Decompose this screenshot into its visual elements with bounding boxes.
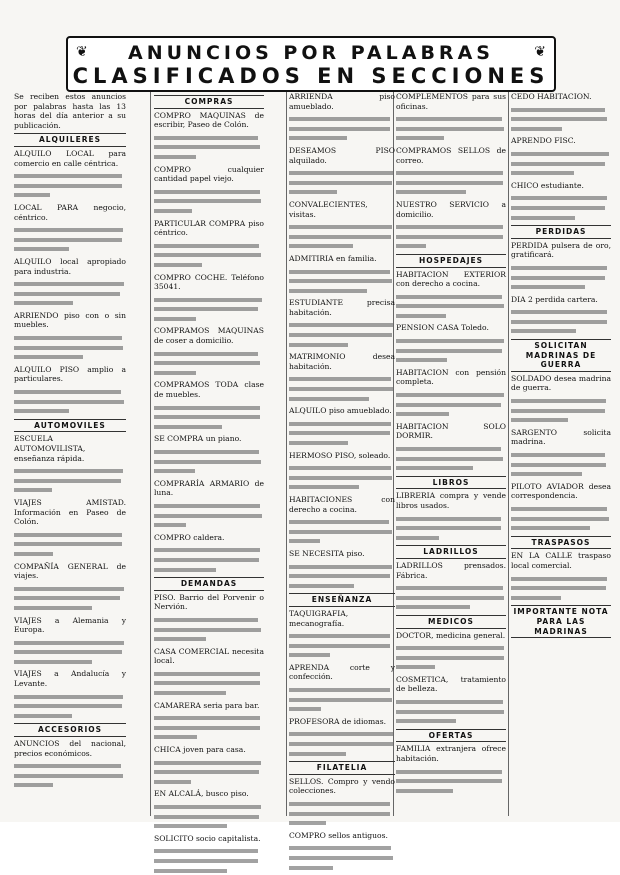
- illegible-text-block: [289, 685, 395, 714]
- illegible-text-block: [396, 767, 506, 796]
- important-note: IMPORTANTE NOTA PARA LAS MADRINAS: [511, 605, 611, 638]
- illegible-text-block: [396, 168, 506, 197]
- illegible-text-block: [154, 241, 264, 270]
- illegible-text-block: [396, 222, 506, 251]
- section-heading: LIBROS: [396, 476, 506, 490]
- illegible-text-block: [289, 843, 395, 872]
- illegible-text-block: [14, 638, 126, 667]
- section-heading: ACCESORIOS: [14, 723, 126, 737]
- classified-ad: ADMITIRIA en familia.: [289, 253, 377, 263]
- classifieds-header: [66, 36, 556, 92]
- classified-ad: DESEAMOS PISO alquilado.: [289, 145, 395, 165]
- classified-ad: HABITACION SOLO DORMIR.: [396, 421, 506, 441]
- classified-ad: ARRIENDA piso amueblado.: [289, 92, 395, 111]
- section-heading: LADRILLOS: [396, 545, 506, 559]
- column-1: [14, 92, 126, 816]
- illegible-text-block: [396, 514, 506, 543]
- classified-ad: COMPRO COCHE. Teléfono 35041.: [154, 272, 264, 292]
- classified-ad: COMPRO caldera.: [154, 532, 225, 542]
- illegible-text-block: [289, 419, 395, 448]
- illegible-text-block: [154, 403, 264, 432]
- classified-ad: VIAJES a Alemania y Europa.: [14, 615, 126, 635]
- column-2: [154, 92, 264, 843]
- illegible-text-block: [289, 374, 395, 403]
- classified-ad: ANUNCIOS del nacional, precios económicos.: [14, 739, 126, 758]
- illegible-text-block: [289, 799, 395, 828]
- classified-ad: COMPRO cualquier cantidad papel viejo.: [154, 164, 264, 184]
- classified-ad: PILOTO AVIADOR desea correspondencia.: [511, 481, 611, 501]
- classified-ad: HABITACION EXTERIOR con derecho a cocina.: [396, 269, 506, 289]
- classified-ad: LIBRERIA compra y vende libros usados.: [396, 491, 506, 510]
- illegible-text-block: [396, 643, 506, 672]
- illegible-text-block: [14, 387, 126, 416]
- classified-ad: TAQUIGRAFIA, mecanografía.: [289, 608, 349, 628]
- illegible-text-block: [396, 336, 506, 365]
- classified-ad: SOLDADO desea madrina de guerra.: [511, 373, 611, 393]
- classified-ad: COMPAÑÍA GENERAL de viajes.: [14, 561, 126, 581]
- section-heading: AUTOMOVILES: [14, 419, 126, 433]
- illegible-text-block: [289, 562, 395, 591]
- classified-ad: ALQUILO PISO amplio a particulares.: [14, 364, 126, 384]
- illegible-text-block: [154, 615, 264, 644]
- classified-ad: COMPRAMOS TODA clase de muebles.: [154, 380, 264, 400]
- illegible-text-block: [154, 187, 264, 216]
- illegible-text-block: [511, 396, 611, 425]
- classified-ad: LADRILLOS prensados. Fábrica.: [396, 560, 506, 580]
- section-heading: ENSEÑANZA: [289, 593, 395, 607]
- illegible-text-block: [511, 574, 611, 603]
- classified-ad: ARRIENDO piso con o sin muebles.: [14, 310, 126, 330]
- illegible-text-block: [511, 149, 611, 178]
- classified-ad: ALQUILO local apropiado para industria.: [14, 256, 126, 276]
- illegible-text-block: [396, 292, 506, 321]
- classified-ad: VIAJES a Andalucía y Levante.: [14, 669, 126, 689]
- column-rule: [150, 92, 151, 816]
- classified-ad: SOLICITO socio capitalista.: [154, 833, 261, 843]
- section-heading: TRASPASOS: [511, 536, 611, 550]
- classified-ad: SE NECESITA piso.: [289, 548, 365, 558]
- illegible-text-block: [14, 279, 126, 308]
- column-5: [511, 92, 611, 816]
- classified-ad: CASA COMERCIAL necesita local.: [154, 646, 264, 666]
- classified-ad: PERDIDA pulsera de oro, gratificará.: [511, 240, 611, 260]
- header-line-1: ANUNCIOS POR PALABRAS: [128, 42, 494, 64]
- illegible-text-block: [396, 114, 506, 143]
- illegible-text-block: [289, 320, 395, 349]
- illegible-text-block: [14, 761, 126, 790]
- illegible-text-block: [14, 530, 126, 559]
- illegible-text-block: [289, 631, 395, 660]
- classified-ad: SARGENTO solicita madrina.: [511, 427, 611, 447]
- classified-ad: HABITACION con pensión completa.: [396, 367, 506, 387]
- classified-ad: APRENDO FISC.: [511, 136, 576, 146]
- illegible-text-block: [14, 333, 126, 362]
- classified-ad: CEDO HABITACION.: [511, 92, 592, 101]
- illegible-text-block: [511, 105, 611, 134]
- illegible-text-block: [511, 263, 611, 292]
- illegible-text-block: [511, 193, 611, 222]
- illegible-text-block: [154, 545, 264, 574]
- illegible-text-block: [396, 390, 506, 419]
- classified-ad: NUESTRO SERVICIO a domicilio.: [396, 199, 506, 219]
- column-rule: [286, 92, 287, 816]
- illegible-text-block: [154, 349, 264, 378]
- classified-ad: CHICA joven para casa.: [154, 745, 246, 755]
- intro-text: Se reciben estos anuncios por palabras hasta las 13 horas del día anterior a su publicación.: [14, 92, 126, 130]
- classified-ad: COMPRAMOS SELLOS de correo.: [396, 145, 506, 165]
- illegible-text-block: [396, 697, 506, 726]
- illegible-text-block: [154, 713, 264, 742]
- classified-ad: HABITACIONES con derecho a cocina.: [289, 494, 395, 514]
- classified-ad: ALQUILO piso amueblado.: [289, 406, 392, 416]
- classified-ad: COMPRO MAQUINAS de escribir, Paseo de Colón.: [154, 110, 264, 130]
- classified-ad: ALQUILO LOCAL para comercio en calle céntrica.: [14, 148, 126, 168]
- illegible-text-block: [511, 504, 611, 533]
- classified-ad: COMPRO sellos antiguos.: [289, 830, 388, 840]
- illegible-text-block: [154, 846, 264, 875]
- section-heading: PERDIDAS: [511, 225, 611, 239]
- illegible-text-block: [14, 466, 126, 495]
- illegible-text-block: [289, 222, 395, 251]
- column-3: [289, 92, 395, 840]
- illegible-text-block: [154, 295, 264, 324]
- section-heading: DEMANDAS: [154, 577, 264, 591]
- illegible-text-block: [289, 168, 395, 197]
- classified-ad: LOCAL PARA negocio, céntrico.: [14, 202, 126, 222]
- right-ornament-icon: ❦: [534, 44, 546, 60]
- classified-ad: CAMARERA seria para bar.: [154, 700, 260, 710]
- illegible-text-block: [289, 729, 395, 758]
- section-heading: OFERTAS: [396, 729, 506, 743]
- classified-ad: COMPLEMENTOS para sus oficinas.: [396, 92, 506, 111]
- classified-ad: COSMETICA, tratamiento de belleza.: [396, 674, 506, 694]
- classified-ad: DIA 2 perdida cartera.: [511, 294, 598, 304]
- left-ornament-icon: ❦: [76, 44, 88, 60]
- column-4: [396, 92, 506, 816]
- illegible-text-block: [154, 802, 264, 831]
- classified-ad: HERMOSO PISO, soleado.: [289, 450, 391, 460]
- illegible-text-block: [511, 307, 611, 336]
- illegible-text-block: [289, 267, 395, 296]
- classified-ad: EN ALCALÁ, busco piso.: [154, 789, 249, 799]
- section-heading: COMPRAS: [154, 95, 264, 109]
- classified-ad: EN LA CALLE traspaso local comercial.: [511, 551, 611, 570]
- classified-ad: PARTICULAR COMPRA piso céntrico.: [154, 218, 264, 238]
- illegible-text-block: [14, 584, 126, 613]
- illegible-text-block: [289, 463, 395, 492]
- illegible-text-block: [396, 583, 506, 612]
- section-heading: HOSPEDAJES: [396, 254, 506, 268]
- classified-ad: PISO. Barrio del Porvenir o Nervión.: [154, 592, 264, 612]
- classified-ad: COMPRAMOS MAQUINAS de coser a domicilio.: [154, 326, 264, 346]
- illegible-text-block: [289, 114, 395, 143]
- classified-ad: ESCUELA AUTOMOVILISTA, enseñanza rápida.: [14, 434, 86, 463]
- illegible-text-block: [14, 692, 126, 721]
- classified-ad: VIAJES AMISTAD. Información en Paseo de Colón.: [14, 497, 126, 527]
- classified-ad: DOCTOR, medicina general.: [396, 630, 506, 640]
- header-line-2: CLASIFICADOS EN SECCIONES: [72, 64, 550, 88]
- classified-ad: PROFESORA de idiomas.: [289, 716, 387, 726]
- classified-ad: PENSION CASA Toledo.: [396, 323, 489, 333]
- illegible-text-block: [511, 450, 611, 479]
- illegible-text-block: [14, 225, 126, 254]
- illegible-text-block: [154, 133, 264, 162]
- column-rule: [508, 92, 509, 816]
- classified-ad: COMPRARÍA ARMARIO de luna.: [154, 478, 264, 498]
- illegible-text-block: [154, 669, 264, 698]
- section-heading: ALQUILERES: [14, 133, 126, 147]
- section-heading: MEDICOS: [396, 615, 506, 629]
- classified-ad: SE COMPRA un piano.: [154, 434, 242, 444]
- section-heading: SOLICITAN MADRINAS DE GUERRA: [511, 339, 611, 372]
- classified-ad: FAMILIA extranjera ofrece habitación.: [396, 744, 506, 764]
- illegible-text-block: [154, 447, 264, 476]
- classified-ad: CHICO estudiante.: [511, 180, 584, 190]
- illegible-text-block: [154, 758, 264, 787]
- classified-ad: APRENDA corte y confección.: [289, 662, 395, 682]
- classified-ad: CONVALECIENTES, visitas.: [289, 199, 368, 219]
- illegible-text-block: [154, 501, 264, 530]
- classified-ad: ESTUDIANTE precisa habitación.: [289, 298, 395, 317]
- illegible-text-block: [14, 171, 126, 200]
- illegible-text-block: [396, 444, 506, 473]
- classified-ad: MATRIMONIO desea habitación.: [289, 352, 395, 371]
- classified-ad: SELLOS. Compro y vendo colecciones.: [289, 776, 395, 796]
- illegible-text-block: [289, 517, 395, 546]
- section-heading: FILATELIA: [289, 761, 395, 775]
